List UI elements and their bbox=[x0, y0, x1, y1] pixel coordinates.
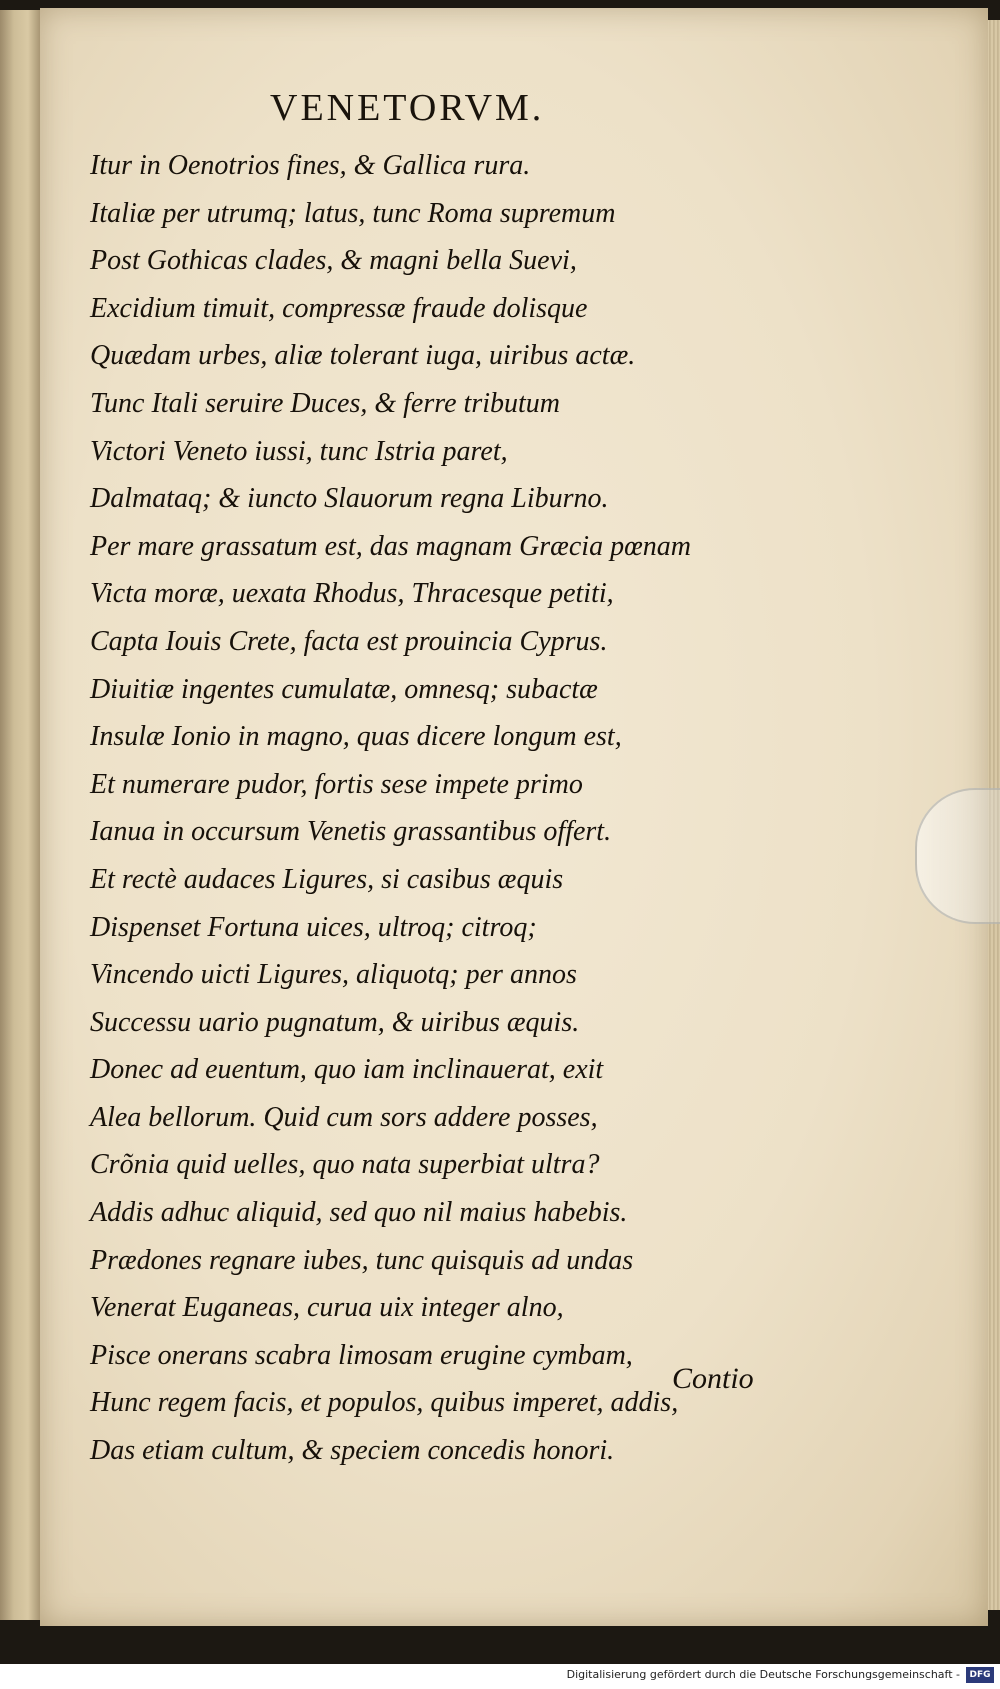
funding-credit: Digitalisierung gefördert durch die Deutsche Forschungsgemeinschaft - bbox=[566, 1668, 960, 1681]
verse-line: Dalmataq; & iuncto Slauorum regna Liburno. bbox=[90, 483, 609, 515]
verse-line: Alea bellorum. Quid cum sors addere posses, bbox=[90, 1101, 598, 1133]
verse-line: Addis adhuc aliquid, sed quo nil maius habebis. bbox=[90, 1197, 628, 1229]
verse-line: Victori Veneto iussi, tunc Istria paret, bbox=[90, 435, 508, 467]
verse-line: Victa moræ, uexata Rhodus, Thracesque petiti, bbox=[90, 578, 614, 610]
verse-line: Tunc Itali seruire Duces, & ferre tributum bbox=[90, 387, 560, 419]
verse-line: Pisce onerans scabra limosam erugine cymbam, bbox=[90, 1339, 633, 1371]
dfg-logo: DFG bbox=[966, 1667, 994, 1683]
verse-line: Dispenset Fortuna uices, ultroq; citroq; bbox=[90, 911, 537, 943]
catchword: Contio bbox=[672, 1362, 754, 1395]
footer-bar bbox=[0, 1664, 1000, 1689]
verse-line: Et numerare pudor, fortis sese impete primo bbox=[90, 768, 583, 800]
verse-line: Crõnia quid uelles, quo nata superbiat ultra? bbox=[90, 1149, 600, 1181]
verse-line: Et rectè audaces Ligures, si casibus æquis bbox=[90, 863, 564, 895]
verse-line: Quædam urbes, aliæ tolerant iuga, uiribus actæ. bbox=[90, 340, 636, 372]
verse-line: Venerat Euganeas, curua uix integer alno, bbox=[90, 1292, 564, 1324]
verse-block bbox=[90, 142, 691, 1475]
verse-line: Ianua in occursum Venetis grassantibus offert. bbox=[90, 816, 612, 848]
book-page bbox=[40, 8, 988, 1626]
verse-line: Vincendo uicti Ligures, aliquotq; per annos bbox=[90, 959, 577, 991]
verse-line: Itur in Oenotrios fines, & Gallica rura. bbox=[90, 150, 531, 181]
verse-line: Prædones regnare iubes, tunc quisquis ad undas bbox=[90, 1244, 634, 1276]
verse-line: Per mare grassatum est, das magnam Græcia pœnam bbox=[90, 530, 691, 562]
verse-line: Das etiam cultum, & speciem concedis honori. bbox=[90, 1435, 615, 1467]
running-header: VENETORVM. bbox=[270, 87, 545, 129]
verse-line: Capta Iouis Crete, facta est prouincia Cyprus. bbox=[90, 625, 608, 657]
verse-line: Insulæ Ionio in magno, quas dicere longum est, bbox=[90, 721, 622, 753]
verse-line: Donec ad euentum, quo iam inclinauerat, exit bbox=[90, 1054, 604, 1086]
verse-line: Diuitiæ ingentes cumulatæ, omnesq; subactæ bbox=[90, 673, 598, 705]
verse-line: Italiæ per utrumq; latus, tunc Roma supremum bbox=[90, 197, 616, 229]
verse-line: Successu uario pugnatum, & uiribus æquis. bbox=[90, 1006, 580, 1038]
facing-page-edge bbox=[0, 10, 41, 1620]
verse-line: Post Gothicas clades, & magni bella Suevi, bbox=[90, 245, 577, 277]
verse-line: Hunc regem facis, et populos, quibus imperet, addis, bbox=[90, 1387, 679, 1419]
verse-line: Excidium timuit, compressæ fraude dolisque bbox=[90, 292, 588, 324]
verso-show-through bbox=[760, 148, 767, 199]
